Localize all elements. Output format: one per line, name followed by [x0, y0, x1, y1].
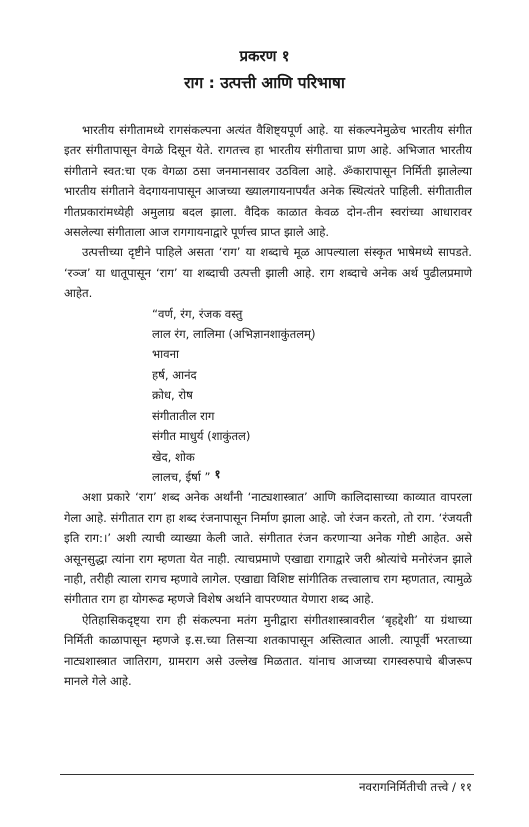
running-footer: नवरागनिर्मितीची तत्त्वे / ११	[359, 780, 472, 794]
meaning-item: संगीतातील राग	[152, 408, 215, 423]
chapter-body	[64, 120, 472, 691]
chapter-number: प्रकरण १	[239, 47, 290, 65]
meaning-item-last	[152, 467, 472, 487]
meanings-list	[152, 304, 472, 488]
paragraph-intro: भारतीय संगीतामध्ये रागसंकल्पना अत्यंत वैशिष्ट्यपूर्ण आहे. या संकल्पनेमुळेच भारतीय संगीत इतर संगीतापासून वेगळे दिसून येते. रागतत्त्व हा भारतीय संगीताचा प्राण आहे. अभिजात भारतीय संगीताने स्वत:चा एक वेगळा ठसा जनमानसावर उठविला आहे. ॐकारापासून निर्मिती झालेल्या भारतीय संगीताने वेदगायनापासून आजच्या ख्यालगायनापर्यंत अनेक स्थित्यंतरे पाहिली. संगीतातील गीतप्रकारांमध्येही अमुलाग्र बदल झाला. वैदिक काळात केवळ दोन-तीन स्वरांच्या आधारावर असलेल्या संगीताला आज रागगायनाद्वारे पूर्णत्त्व प्राप्त झाले आहे.	[64, 123, 472, 240]
meaning-item: “वर्ण, रंग, रंजक वस्तु	[152, 306, 243, 321]
meaning-item-text: लालच, ईर्षा ”	[152, 469, 211, 484]
meaning-item: लाल रंग, लालिमा (अभिज्ञानशाकुंतलम्)	[152, 327, 316, 342]
footer-rule	[60, 774, 474, 775]
footnote-mark: १	[214, 466, 221, 481]
meaning-item: क्रोध, रोष	[152, 388, 193, 403]
paragraph-origin: उत्पत्तीच्या दृष्टीने पाहिले असता ‘राग’ या शब्दाचे मूळ आपल्याला संस्कृत भाषेमध्ये सापडते. ‘रञ्ज’ या धातूपासून ‘राग’ या शब्दाची उत्पत्ती झाली आहे. राग शब्दाचे अनेक अर्थ पुढीलप्रमाणे आहेत.	[64, 245, 472, 301]
meaning-item: संगीत माधुर्य (शाकुंतल)	[152, 429, 251, 444]
meaning-item: खेद, शोक	[152, 449, 195, 464]
paragraph-history: ऐतिहासिकदृष्ट्या राग ही संकल्पना मतंग मुनीद्वारा संगीतशास्त्रावरील ‘बृहद्देशी’ या ग्रंथाच्या निर्मिती काळापासून म्हणजे इ.स.च्या तिसऱ्या शतकापासून अस्तित्वात आली. त्यापूर्वी भरताच्या नाट्यशास्त्रात जातिराग, ग्रामराग असे उल्लेख मिळतात. यांनाच आजच्या रागस्वरुपाचे बीजरूप मानले गेले आहे.	[64, 612, 472, 688]
chapter-title: राग : उत्पत्ती आणि परिभाषा	[184, 74, 345, 92]
meaning-item: हर्ष, आनंद	[152, 367, 197, 382]
paragraph-usage: अशा प्रकारे ‘राग’ शब्द अनेक अर्थांनी ‘नाट्यशास्त्रात’ आणि कालिदासाच्या काव्यात वापरला गेला आहे. संगीतात राग हा शब्द रंजनापासून निर्माण झाला आहे. जो रंजन करतो, तो राग. ‘रंजयती इति राग:।’ अशी त्याची व्याख्या केली जाते. संगीतात रंजन करणाऱ्या अनेक गोष्टी आहेत. असे असूनसुद्धा त्यांना राग म्हणता येत नाही. त्याचप्रमाणे एखाद्या रागाद्वारे जरी श्रोत्यांचे मनोरंजन झाले नाही, तरीही त्याला रागच म्हणावे लागेल. एखाद्या विशिष्ट सांगीतिक तत्त्वालाच राग म्हणतात, त्यामुळे संगीतात राग हा योगरूढ म्हणजे विशेष अर्थाने वापरण्यात येणारा शब्द आहे.	[64, 490, 472, 607]
meaning-item: भावना	[152, 347, 180, 362]
